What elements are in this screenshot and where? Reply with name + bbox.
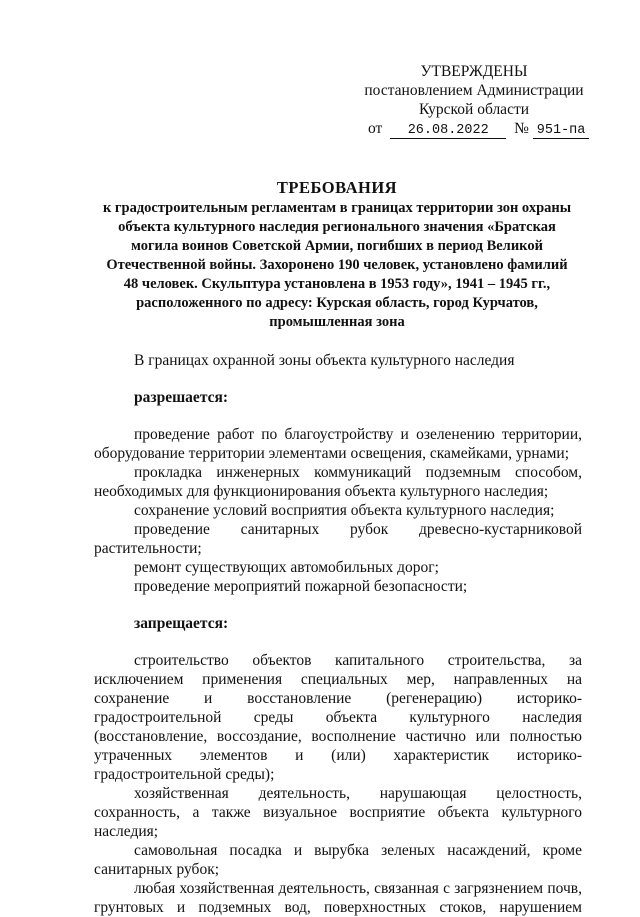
approval-number: 951-па xyxy=(533,124,589,139)
approval-reference xyxy=(356,119,592,139)
allowed-item: сохранение условий восприятия объекта культурного наследия; xyxy=(134,502,555,519)
number-label: № xyxy=(514,120,529,137)
allowed-heading: разрешается: xyxy=(134,389,229,406)
subtitle-line: могила воинов Советской Армии, погибших в период Великой xyxy=(131,238,543,254)
subtitle-line: Отечественной войны. Захоронено 190 человек, установлено фамилий xyxy=(106,257,568,273)
from-label: от xyxy=(368,120,383,137)
allowed-item: проведение работ по благоустройству и озеленению территории, оборудование территории элементами освещения, скамейками, урнами; xyxy=(94,426,582,462)
subtitle-line: расположенного по адресу: Курская область, город Курчатов, xyxy=(136,295,538,311)
forbidden-item: строительство объектов капитального строительства, за исключением применения специальных мер, направленных на сохранение и восстановление (регенерацию) историко-градостроительной среды объекта культурного наследия (восстановление, воссоздание, восполнение частично или полностью утраченных элементов и (или) характеристик историко-градостроительной среды); xyxy=(94,652,582,783)
allowed-item: ремонт существующих автомобильных дорог; xyxy=(134,559,439,576)
allowed-item: прокладка инженерных коммуникаций подземным способом, необходимых для функционирования объекта культурного наследия; xyxy=(94,464,582,500)
approval-title: УТВЕРЖДЕНЫ xyxy=(420,63,528,80)
subtitle-line: к градостроительным регламентам в границах территории зон охраны xyxy=(102,200,572,216)
approval-stamp xyxy=(356,62,592,139)
document-body xyxy=(94,351,582,917)
forbidden-item: хозяйственная деятельность, нарушающая целостность, сохранность, а также визуальное восприятие объекта культурного наследия; xyxy=(94,785,582,840)
approval-line-2: Курской области xyxy=(418,101,530,118)
approval-date: 26.08.2022 xyxy=(390,124,506,139)
intro-paragraph: В границах охранной зоны объекта культурного наследия xyxy=(134,352,515,369)
document-title: ТРЕБОВАНИЯ xyxy=(276,178,398,197)
forbidden-list xyxy=(94,651,582,917)
subtitle-line: промышленная зона xyxy=(269,314,405,330)
forbidden-heading: запрещается: xyxy=(134,615,229,632)
subtitle-line: 48 человек. Скульптура установлена в 1953 году», 1941 – 1945 гг., xyxy=(123,276,551,292)
approval-line-1: постановлением Администрации xyxy=(364,82,584,99)
subtitle-line: объекта культурного наследия регионального значения «Братская xyxy=(118,219,556,235)
allowed-item: проведение санитарных рубок древесно-кустарниковой растительности; xyxy=(94,521,582,557)
forbidden-item: самовольная посадка и вырубка зеленых насаждений, кроме санитарных рубок; xyxy=(94,842,582,878)
document-subtitle xyxy=(84,199,590,332)
allowed-item: проведение мероприятий пожарной безопасности; xyxy=(134,578,468,595)
allowed-list xyxy=(94,425,582,596)
forbidden-item: любая хозяйственная деятельность, связанная с загрязнением почв, грунтовых и подземных вод, поверхностных стоков, нарушением xyxy=(94,880,582,916)
